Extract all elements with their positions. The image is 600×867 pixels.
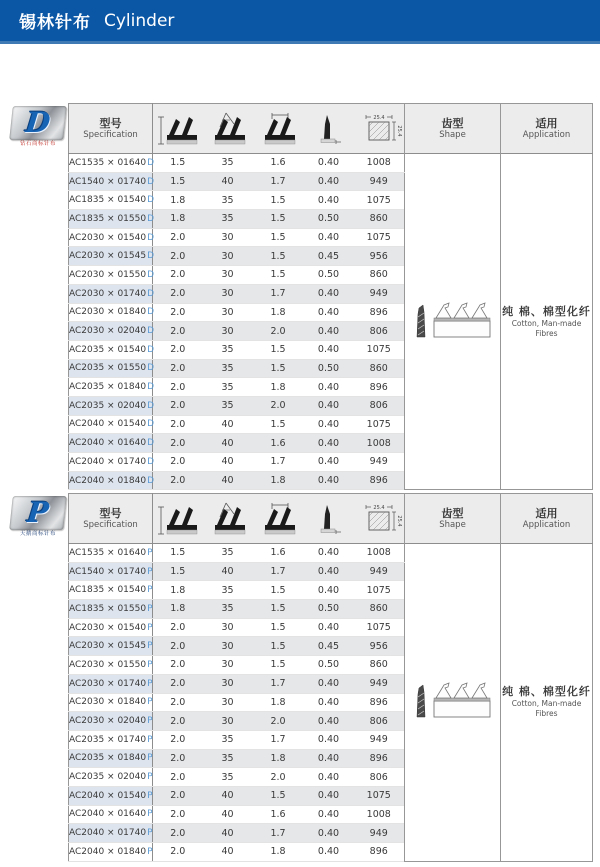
value-cell-point-density: 1008 [354,544,405,563]
value-cell-rib-width: 0.40 [304,340,354,359]
spec-cell: AC2035 × 01840D [69,378,153,397]
application-cell [501,154,593,490]
svg-text:25.4: 25.4 [373,114,385,121]
value-cell-tooth-pitch: 1.8 [253,843,304,862]
value-cell-point-density: 1075 [354,228,405,247]
spec-header-en: Specification [83,130,138,140]
value-cell-tooth-height: 1.8 [153,191,203,210]
value-cell-point-density: 1075 [354,581,405,600]
value-cell-working-angle: 40 [203,786,253,805]
value-cell-tooth-height: 2.0 [153,824,203,843]
point-density-icon [354,501,405,537]
value-cell-rib-width: 0.40 [304,749,354,768]
value-cell-tooth-pitch: 1.7 [253,453,304,472]
value-cell-point-density: 860 [354,359,405,378]
value-cell-working-angle: 40 [203,824,253,843]
rib-width-column-header [304,104,354,154]
spec-cell: AC2035 × 02040P [69,768,153,787]
value-cell-tooth-height: 1.8 [153,600,203,619]
value-cell-rib-width: 0.40 [304,805,354,824]
value-cell-rib-width: 0.45 [304,247,354,266]
page-header-bar [0,0,600,44]
value-cell-tooth-pitch: 1.5 [253,247,304,266]
value-cell-point-density: 896 [354,471,405,490]
value-cell-tooth-pitch: 2.0 [253,712,304,731]
value-cell-point-density: 860 [354,656,405,675]
value-cell-tooth-height: 2.0 [153,674,203,693]
value-cell-rib-width: 0.40 [304,544,354,563]
spec-cell: AC2035 × 01550D [69,359,153,378]
value-cell-tooth-height: 2.0 [153,228,203,247]
spec-cell: AC1835 × 01540P [69,581,153,600]
value-cell-working-angle: 30 [203,712,253,731]
spec-cell: AC2030 × 01545P [69,637,153,656]
spec-cell: AC2030 × 01740P [69,674,153,693]
value-cell-point-density: 949 [354,730,405,749]
value-cell-working-angle: 30 [203,247,253,266]
rib-width-icon [304,501,354,537]
value-cell-point-density: 860 [354,266,405,285]
value-cell-tooth-pitch: 1.5 [253,656,304,675]
value-cell-rib-width: 0.40 [304,712,354,731]
value-cell-tooth-pitch: 1.5 [253,786,304,805]
spec-cell: AC2040 × 01740D [69,453,153,472]
value-cell-point-density: 806 [354,322,405,341]
value-cell-point-density: 806 [354,712,405,731]
logo-caption: 钻石商标针布 [19,141,56,147]
value-cell-tooth-height: 2.0 [153,453,203,472]
value-cell-working-angle: 35 [203,378,253,397]
spec-cell: AC2040 × 01540P [69,786,153,805]
value-cell-point-density: 896 [354,843,405,862]
value-cell-point-density: 956 [354,247,405,266]
brand-logo-p [9,496,67,538]
value-cell-point-density: 949 [354,562,405,581]
working-angle-icon [203,501,253,537]
value-cell-tooth-height: 2.0 [153,396,203,415]
value-cell-working-angle: 40 [203,843,253,862]
value-cell-tooth-pitch: 1.5 [253,618,304,637]
spec-cell: AC2030 × 01545D [69,247,153,266]
svg-text:25.4: 25.4 [373,504,385,511]
value-cell-tooth-height: 2.0 [153,471,203,490]
application-header-zh: 适用 [535,117,558,130]
spec-header-en: Specification [83,520,138,530]
value-cell-working-angle: 30 [203,322,253,341]
value-cell-rib-width: 0.50 [304,600,354,619]
value-cell-working-angle: 35 [203,768,253,787]
value-cell-point-density: 896 [354,378,405,397]
working-angle-column-header [203,494,253,544]
value-cell-rib-width: 0.40 [304,693,354,712]
tooth-height-icon [153,501,203,537]
svg-text:25.4: 25.4 [395,124,402,137]
value-cell-tooth-height: 1.5 [153,172,203,191]
value-cell-tooth-pitch: 2.0 [253,396,304,415]
value-cell-point-density: 1075 [354,415,405,434]
shape-header-zh: 齿型 [441,507,464,520]
spec-cell: AC2035 × 01840P [69,749,153,768]
spec-cell: AC1835 × 01550D [69,210,153,229]
value-cell-working-angle: 35 [203,154,253,173]
application-cell [501,544,593,862]
tooth-pitch-column-header [253,494,304,544]
value-cell-tooth-pitch: 1.7 [253,824,304,843]
logo-badge-icon [9,496,67,530]
value-cell-rib-width: 0.50 [304,266,354,285]
value-cell-tooth-height: 2.0 [153,415,203,434]
value-cell-point-density: 1075 [354,340,405,359]
value-cell-working-angle: 35 [203,359,253,378]
value-cell-tooth-height: 2.0 [153,618,203,637]
spec-cell: AC2030 × 01840D [69,303,153,322]
application-text-en: Cotton, Man-made Fibres [511,699,582,719]
value-cell-tooth-height: 2.0 [153,693,203,712]
spec-cell: AC2030 × 01540P [69,618,153,637]
value-cell-working-angle: 40 [203,471,253,490]
value-cell-rib-width: 0.40 [304,228,354,247]
application-header-zh: 适用 [535,507,558,520]
spec-cell: AC2040 × 01540D [69,415,153,434]
value-cell-rib-width: 0.40 [304,453,354,472]
value-cell-working-angle: 35 [203,210,253,229]
wire-profile-drawing-icon [405,299,500,345]
spec-table-d-series [68,103,593,490]
value-cell-tooth-height: 2.0 [153,786,203,805]
value-cell-tooth-pitch: 1.5 [253,266,304,285]
value-cell-point-density: 949 [354,674,405,693]
table-row [69,154,593,173]
value-cell-point-density: 1075 [354,191,405,210]
tooth-shape-cell [405,154,501,490]
value-cell-working-angle: 30 [203,656,253,675]
value-cell-rib-width: 0.40 [304,396,354,415]
value-cell-working-angle: 30 [203,284,253,303]
value-cell-working-angle: 30 [203,228,253,247]
application-header-en: Application [522,130,571,140]
value-cell-point-density: 949 [354,172,405,191]
value-cell-tooth-height: 1.8 [153,210,203,229]
value-cell-tooth-pitch: 1.6 [253,805,304,824]
table-header-row [69,104,593,154]
value-cell-tooth-pitch: 1.8 [253,749,304,768]
value-cell-point-density: 896 [354,749,405,768]
spec-cell: AC1535 × 01640P [69,544,153,563]
application-column-header [501,104,593,154]
value-cell-rib-width: 0.50 [304,359,354,378]
spec-cell: AC1835 × 01550P [69,600,153,619]
value-cell-tooth-height: 2.0 [153,768,203,787]
spec-cell: AC2035 × 01540D [69,340,153,359]
rib-width-icon [304,111,354,147]
value-cell-tooth-height: 1.5 [153,562,203,581]
spec-column-header [69,104,153,154]
value-cell-working-angle: 40 [203,434,253,453]
tooth-height-column-header [153,494,203,544]
value-cell-point-density: 1075 [354,786,405,805]
value-cell-point-density: 949 [354,284,405,303]
value-cell-working-angle: 35 [203,749,253,768]
spec-cell: AC2030 × 02040D [69,322,153,341]
value-cell-rib-width: 0.40 [304,415,354,434]
value-cell-point-density: 1008 [354,434,405,453]
spec-cell: AC2040 × 01840D [69,471,153,490]
value-cell-tooth-pitch: 1.7 [253,172,304,191]
working-angle-column-header [203,104,253,154]
value-cell-point-density: 806 [354,768,405,787]
spec-cell: AC2030 × 01840P [69,693,153,712]
value-cell-rib-width: 0.40 [304,434,354,453]
application-column-header [501,494,593,544]
value-cell-tooth-pitch: 1.7 [253,674,304,693]
spec-cell: AC1540 × 01740D [69,172,153,191]
wire-profile-drawing-icon [405,679,500,725]
shape-column-header [405,494,501,544]
value-cell-point-density: 860 [354,210,405,229]
value-cell-point-density: 896 [354,303,405,322]
value-cell-tooth-height: 2.0 [153,749,203,768]
tooth-pitch-icon [253,111,304,147]
value-cell-working-angle: 35 [203,396,253,415]
value-cell-tooth-height: 2.0 [153,712,203,731]
value-cell-tooth-pitch: 1.7 [253,730,304,749]
spec-cell: AC1835 × 01540D [69,191,153,210]
value-cell-working-angle: 40 [203,453,253,472]
application-header-en: Application [522,520,571,530]
value-cell-tooth-pitch: 1.5 [253,637,304,656]
value-cell-working-angle: 30 [203,303,253,322]
shape-header-en: Shape [439,520,466,530]
spec-cell: AC1540 × 01740P [69,562,153,581]
table-header-row [69,494,593,544]
value-cell-rib-width: 0.40 [304,768,354,787]
spec-cell: AC2035 × 02040D [69,396,153,415]
value-cell-point-density: 896 [354,693,405,712]
spec-cell: AC2035 × 01740P [69,730,153,749]
spec-header-zh: 型号 [99,507,122,520]
svg-text:25.4: 25.4 [395,514,402,527]
value-cell-tooth-pitch: 1.6 [253,154,304,173]
value-cell-working-angle: 35 [203,581,253,600]
value-cell-point-density: 956 [354,637,405,656]
rib-width-column-header [304,494,354,544]
spec-column-header [69,494,153,544]
value-cell-rib-width: 0.45 [304,637,354,656]
spec-cell: AC2030 × 01550P [69,656,153,675]
point-density-column-header [354,104,405,154]
table-row [69,544,593,563]
value-cell-tooth-height: 2.0 [153,378,203,397]
value-cell-rib-width: 0.40 [304,154,354,173]
value-cell-point-density: 949 [354,453,405,472]
value-cell-rib-width: 0.40 [304,172,354,191]
value-cell-tooth-pitch: 1.5 [253,600,304,619]
value-cell-tooth-height: 1.5 [153,154,203,173]
value-cell-tooth-pitch: 1.8 [253,693,304,712]
value-cell-working-angle: 30 [203,693,253,712]
shape-header-zh: 齿型 [441,117,464,130]
value-cell-tooth-height: 2.0 [153,805,203,824]
value-cell-tooth-height: 2.0 [153,266,203,285]
value-cell-working-angle: 35 [203,544,253,563]
spec-cell: AC2030 × 01550D [69,266,153,285]
value-cell-rib-width: 0.40 [304,322,354,341]
value-cell-rib-width: 0.40 [304,730,354,749]
spec-cell: AC2040 × 01640P [69,805,153,824]
working-angle-icon [203,111,253,147]
value-cell-working-angle: 35 [203,340,253,359]
value-cell-tooth-height: 2.0 [153,284,203,303]
value-cell-tooth-pitch: 2.0 [253,322,304,341]
value-cell-tooth-height: 2.0 [153,434,203,453]
tooth-pitch-icon [253,501,304,537]
value-cell-tooth-height: 2.0 [153,637,203,656]
tooth-height-column-header [153,104,203,154]
value-cell-rib-width: 0.50 [304,210,354,229]
value-cell-working-angle: 35 [203,600,253,619]
value-cell-tooth-height: 2.0 [153,730,203,749]
value-cell-tooth-pitch: 1.8 [253,471,304,490]
logo-letter: P [25,496,51,529]
value-cell-tooth-pitch: 1.6 [253,544,304,563]
value-cell-rib-width: 0.40 [304,562,354,581]
value-cell-tooth-height: 2.0 [153,247,203,266]
value-cell-tooth-pitch: 1.8 [253,378,304,397]
value-cell-working-angle: 40 [203,562,253,581]
value-cell-rib-width: 0.40 [304,191,354,210]
spec-cell: AC2030 × 01740D [69,284,153,303]
value-cell-tooth-height: 2.0 [153,843,203,862]
value-cell-rib-width: 0.40 [304,284,354,303]
value-cell-rib-width: 0.50 [304,656,354,675]
value-cell-tooth-height: 2.0 [153,322,203,341]
value-cell-point-density: 1008 [354,154,405,173]
value-cell-tooth-height: 2.0 [153,359,203,378]
value-cell-rib-width: 0.40 [304,843,354,862]
spec-header-zh: 型号 [99,117,122,130]
value-cell-point-density: 860 [354,600,405,619]
spec-table-p-series [68,493,593,862]
value-cell-rib-width: 0.40 [304,786,354,805]
value-cell-tooth-pitch: 1.5 [253,359,304,378]
value-cell-point-density: 1075 [354,618,405,637]
value-cell-point-density: 1008 [354,805,405,824]
spec-cell: AC2040 × 01640D [69,434,153,453]
value-cell-working-angle: 30 [203,637,253,656]
value-cell-tooth-height: 2.0 [153,303,203,322]
value-cell-rib-width: 0.40 [304,378,354,397]
brand-logo-d [9,106,67,148]
value-cell-rib-width: 0.40 [304,581,354,600]
value-cell-working-angle: 35 [203,730,253,749]
value-cell-working-angle: 30 [203,618,253,637]
spec-cell: AC2040 × 01740P [69,824,153,843]
value-cell-tooth-pitch: 1.5 [253,191,304,210]
shape-header-en: Shape [439,130,466,140]
value-cell-working-angle: 40 [203,415,253,434]
value-cell-tooth-pitch: 1.5 [253,228,304,247]
value-cell-point-density: 949 [354,824,405,843]
tooth-pitch-column-header [253,104,304,154]
value-cell-tooth-pitch: 1.6 [253,434,304,453]
logo-badge-icon [9,106,67,140]
value-cell-working-angle: 35 [203,191,253,210]
value-cell-tooth-height: 1.5 [153,544,203,563]
value-cell-working-angle: 40 [203,805,253,824]
value-cell-tooth-pitch: 1.7 [253,284,304,303]
value-cell-tooth-height: 1.8 [153,581,203,600]
point-density-icon [354,111,405,147]
logo-caption: 天鹅商标针布 [19,531,56,537]
value-cell-rib-width: 0.40 [304,471,354,490]
value-cell-tooth-pitch: 1.5 [253,210,304,229]
value-cell-rib-width: 0.40 [304,303,354,322]
tooth-height-icon [153,111,203,147]
spec-cell: AC2030 × 01540D [69,228,153,247]
page-title-en: Cylinder [104,10,175,31]
value-cell-working-angle: 30 [203,266,253,285]
value-cell-tooth-pitch: 1.5 [253,415,304,434]
value-cell-tooth-height: 2.0 [153,656,203,675]
spec-cell: AC2030 × 02040P [69,712,153,731]
value-cell-tooth-height: 2.0 [153,340,203,359]
value-cell-tooth-pitch: 1.7 [253,562,304,581]
value-cell-point-density: 806 [354,396,405,415]
spec-cell: AC1535 × 01640D [69,154,153,173]
value-cell-tooth-pitch: 2.0 [253,768,304,787]
spec-cell: AC2040 × 01840P [69,843,153,862]
point-density-column-header [354,494,405,544]
value-cell-tooth-pitch: 1.5 [253,581,304,600]
value-cell-tooth-pitch: 1.8 [253,303,304,322]
application-text-en: Cotton, Man-made Fibres [511,318,582,338]
value-cell-working-angle: 30 [203,674,253,693]
application-text-zh: 纯 棉、棉型化纤 [502,685,591,699]
shape-column-header [405,104,501,154]
tooth-shape-cell [405,544,501,862]
value-cell-tooth-pitch: 1.5 [253,340,304,359]
application-text-zh: 纯 棉、棉型化纤 [502,304,591,318]
value-cell-working-angle: 40 [203,172,253,191]
value-cell-rib-width: 0.40 [304,618,354,637]
page-title-zh: 锡林针布 [19,13,91,33]
logo-letter: D [24,106,52,139]
value-cell-rib-width: 0.40 [304,824,354,843]
value-cell-rib-width: 0.40 [304,674,354,693]
